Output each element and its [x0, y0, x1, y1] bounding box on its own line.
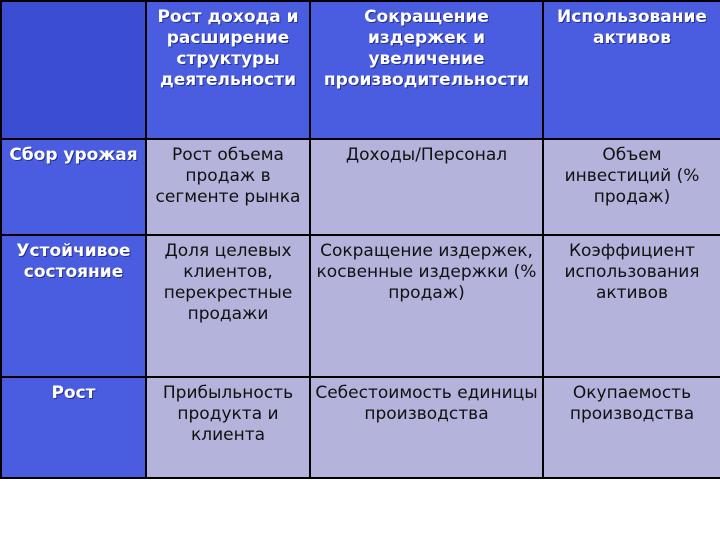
- row-label: Сбор урожая: [1, 139, 146, 235]
- table-cell: Доходы/Персонал: [310, 139, 543, 235]
- row-label: Рост: [1, 377, 146, 478]
- column-header: Сокращение издержек и увеличение производительности: [310, 1, 543, 139]
- table-cell: Себестоимость единицы производства: [310, 377, 543, 478]
- table-row: [1, 235, 720, 377]
- table-row: [1, 377, 720, 478]
- table-cell: Доля целевых клиентов, перекрестные продажи: [146, 235, 310, 377]
- table-cell: Рост объема продаж в сегменте рынка: [146, 139, 310, 235]
- table-row: [1, 139, 720, 235]
- table-cell: Прибыльность продукта и клиента: [146, 377, 310, 478]
- table-cell: Коэффициент использования активов: [543, 235, 720, 377]
- corner-cell: [1, 1, 146, 139]
- column-header: Рост дохода и расширение структуры деятельности: [146, 1, 310, 139]
- table-cell: Объем инвестиций (% продаж): [543, 139, 720, 235]
- header-row: [1, 1, 720, 139]
- row-label: Устойчивое состояние: [1, 235, 146, 377]
- table-cell: Окупаемость производства: [543, 377, 720, 478]
- column-header: Использование активов: [543, 1, 720, 139]
- table-cell: Сокращение издержек, косвенные издержки (% продаж): [310, 235, 543, 377]
